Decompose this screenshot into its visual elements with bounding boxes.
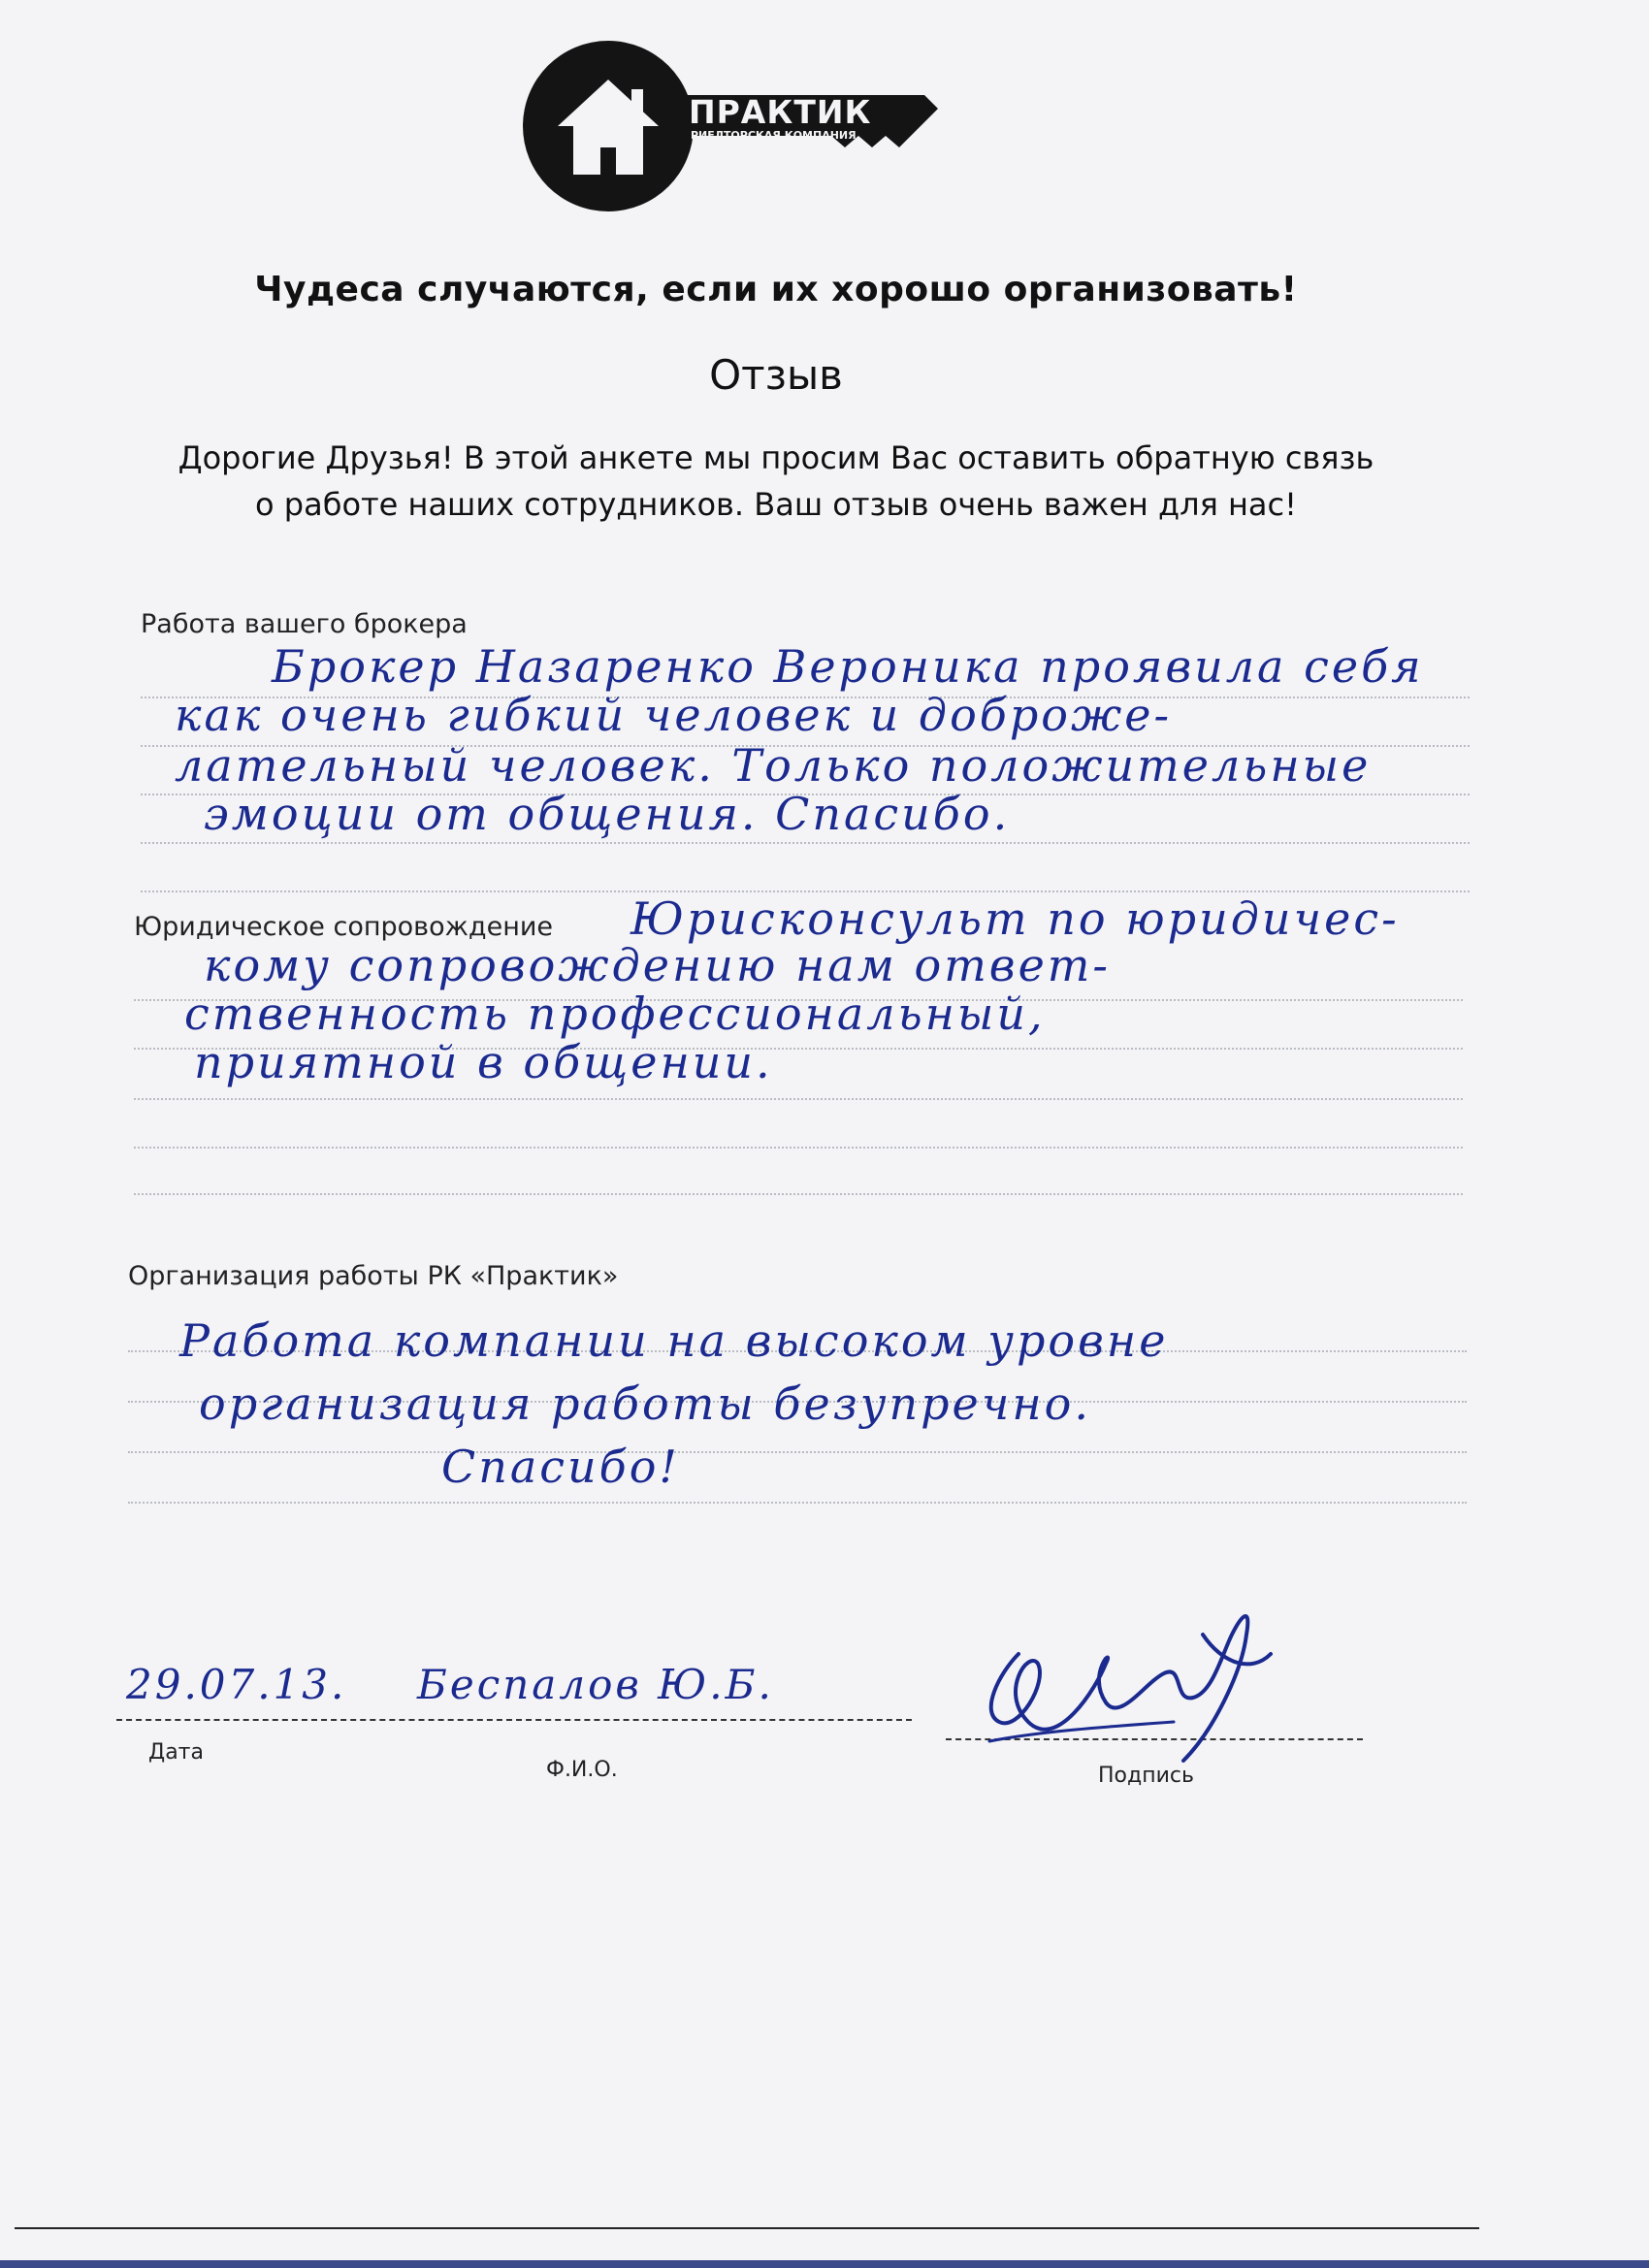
ruled-line (134, 1147, 1463, 1149)
broker-handwriting-line-2: как очень гибкий человек и доброже- (175, 689, 1173, 741)
page-title: Отзыв (709, 351, 843, 399)
logo-brand-text: ПРАКТИК (689, 93, 872, 131)
intro-text (116, 435, 1436, 528)
signature-caption: Подпись (1098, 1764, 1194, 1788)
date-caption: Дата (148, 1740, 204, 1765)
name-value: Беспалов Ю.Б. (417, 1661, 774, 1708)
organization-section-label: Организация работы РК «Практик» (128, 1261, 619, 1291)
intro-line-1: Дорогие Друзья! В этой анкете мы просим Вас оставить обратную связь (178, 439, 1374, 476)
legal-section-label: Юридическое сопровождение (134, 912, 553, 942)
company-logo (519, 39, 946, 213)
ruled-line (134, 1098, 1463, 1100)
date-value: 29.07.13. (126, 1661, 347, 1708)
broker-handwriting-line-3: лательный человек. Только положительные (175, 739, 1372, 792)
scan-bottom-edge (0, 2260, 1649, 2268)
broker-handwriting-line-4: эмоции от общения. Спасибо. (204, 788, 1011, 840)
date-name-line (116, 1719, 912, 1721)
organization-handwriting-line-2: организация работы безупречно. (199, 1377, 1091, 1430)
name-caption: Ф.И.О. (546, 1758, 618, 1782)
ruled-line (141, 842, 1470, 844)
organization-handwriting-line-3: Спасибо! (441, 1441, 680, 1493)
broker-handwriting-line-1: Брокер Назаренко Вероника проявила себя (272, 640, 1424, 693)
broker-section-label: Работа вашего брокера (141, 609, 468, 639)
logo-tagline-text: РИЕЛТОРСКАЯ КОМПАНИЯ (691, 129, 857, 142)
ruled-line (128, 1502, 1467, 1504)
legal-handwriting-line-3: ственность профессиональный, (184, 988, 1046, 1040)
legal-handwriting-line-4: приятной в общении. (194, 1036, 773, 1088)
legal-handwriting-line-2: кому сопровождению нам ответ- (204, 939, 1111, 991)
intro-line-2: о работе наших сотрудников. Ваш отзыв очень важен для нас! (255, 486, 1297, 523)
slogan: Чудеса случаются, если их хорошо организовать! (254, 270, 1298, 309)
handwritten-signature (960, 1596, 1280, 1790)
organization-handwriting-line-1: Работа компании на высоком уровне (179, 1314, 1169, 1367)
legal-handwriting-line-1: Юрисконсульт по юридичес- (630, 892, 1400, 945)
scan-bottom-rule (15, 2227, 1479, 2229)
ruled-line (134, 1193, 1463, 1195)
ruled-line (128, 1451, 1467, 1453)
